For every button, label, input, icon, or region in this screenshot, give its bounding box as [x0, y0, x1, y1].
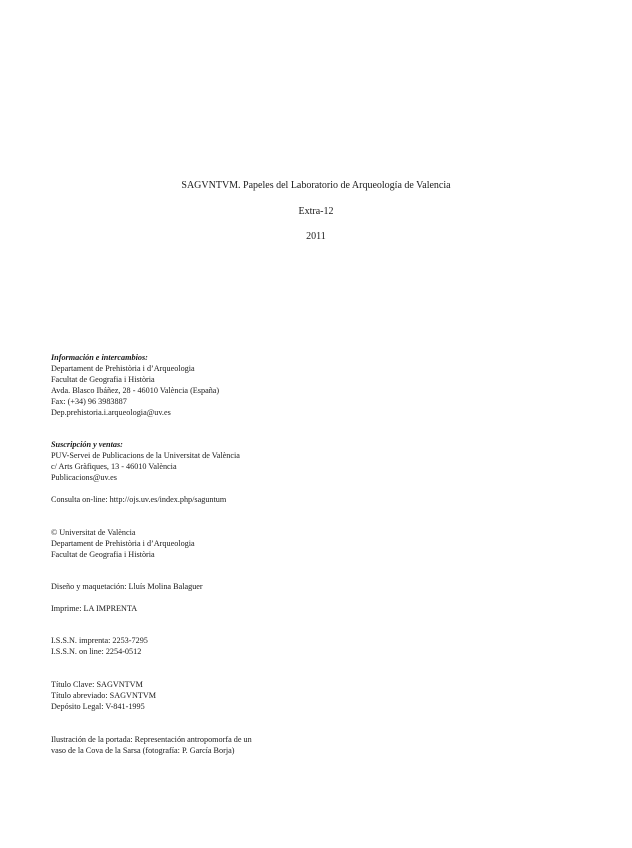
legal-deposit-line: Depósito Legal: V-841-1995 — [51, 702, 145, 711]
copyright-section — [51, 527, 451, 560]
cover-caption-line: vaso de la Cova de la Sarsa (fotografía: P. García Borja) — [51, 746, 235, 755]
series-title: SAGVNTVM. Papeles del Laboratorio de Arqueología de Valencia — [181, 180, 451, 191]
title-section — [51, 679, 451, 712]
information-heading: Información e intercambios: — [51, 353, 148, 362]
issn-section — [51, 635, 451, 657]
subscriptions-line: c/ Arts Gràfiques, 13 - 46010 València — [51, 462, 177, 471]
online-consult-line: Consulta on-line: http://ojs.uv.es/index.php/saguntum — [51, 495, 227, 504]
printer-credit: Imprime: LA IMPRENTA — [51, 604, 138, 613]
info-line: Fax: (+34) 96 3983887 — [51, 397, 127, 406]
issn-line: I.S.S.N. imprenta: 2253-7295 — [51, 636, 148, 645]
cover-caption-line: Ilustración de la portada: Representación antropomorfa de un — [51, 735, 252, 744]
info-line: Avda. Blasco Ibáñez, 28 - 46010 València (España) — [51, 386, 220, 395]
copyright-line: Facultat de Geografia i Història — [51, 550, 155, 559]
issn-line: I.S.S.N. on line: 2254-0512 — [51, 647, 142, 656]
design-credit: Diseño y maquetación: Lluís Molina Balaguer — [51, 582, 203, 591]
design-section — [51, 581, 451, 592]
subscriptions-heading: Suscripción y ventas: — [51, 440, 123, 449]
info-line: Departament de Prehistòria i d’Arqueologia — [51, 364, 195, 373]
title-line: Título Clave: SAGVNTVM — [51, 680, 143, 689]
information-exchange-section — [51, 352, 451, 418]
publication-year: 2011 — [306, 231, 326, 242]
subscriptions-line: PUV-Servei de Publicacions de la Universitat de València — [51, 451, 240, 460]
printer-section — [51, 603, 451, 614]
subscriptions-section — [51, 439, 451, 483]
info-email: Dep.prehistoria.i.arqueologia@uv.es — [51, 408, 171, 417]
title-line: Título abreviado: SAGVNTVM — [51, 691, 157, 700]
cover-illustration-section — [51, 734, 451, 756]
copyright-line: © Universitat de València — [51, 528, 136, 537]
online-consult-section — [51, 494, 451, 505]
info-line: Facultat de Geografia i Història — [51, 375, 155, 384]
copyright-line: Departament de Prehistòria i d’Arqueologia — [51, 539, 195, 548]
issue-number: Extra-12 — [298, 206, 334, 217]
subscriptions-email: Publicacions@uv.es — [51, 473, 117, 482]
